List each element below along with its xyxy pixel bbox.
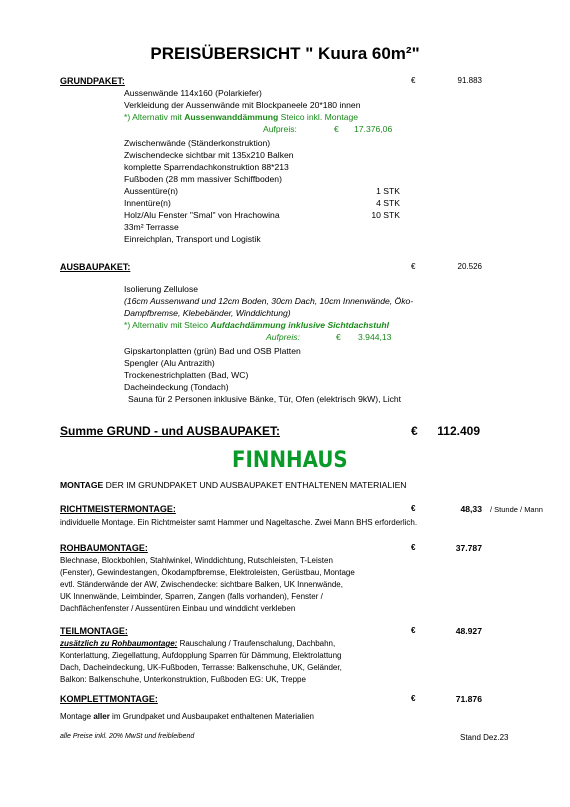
grund-line: 33m² Terrasse: [124, 222, 179, 232]
rohbau-heading: ROHBAUMONTAGE:: [60, 543, 148, 553]
richtmeister-currency: €: [411, 504, 416, 513]
grundpaket-currency: €: [411, 76, 416, 85]
ausbau-surcharge-currency: €: [336, 332, 341, 342]
komplett-heading: KOMPLETTMONTAGE:: [60, 694, 158, 704]
grund-item-label: Innentüre(n): [124, 198, 171, 208]
grund-item-qty: 1 STK: [376, 186, 400, 196]
richtmeister-unit: / Stunde / Mann: [490, 505, 543, 514]
ausbau-italic: Dampfbremse, Klebebänder, Winddichtung): [124, 308, 291, 318]
grund-surcharge-label: Aufpreis:: [263, 124, 297, 134]
ausbau-line: Gipskartonplatten (grün) Bad und OSB Platten: [124, 346, 301, 356]
ausbau-line: Spengler (Alu Antrazith): [124, 358, 215, 368]
teil-heading: TEILMONTAGE:: [60, 626, 128, 636]
rohbau-line: (Fenster), Gewindestangen, Ökodampfbremse, Elektroleisten, Gerüstbau, Montage: [60, 568, 355, 577]
grund-item-qty: 10 STK: [371, 210, 400, 220]
komplett-desc: Montage aller im Grundpaket und Ausbaupaket enthaltenen Materialien: [60, 712, 314, 721]
richtmeister-price: 48,33: [460, 504, 482, 514]
finnhaus-logo: FINNHAUS: [232, 448, 348, 473]
teil-line: Balkon: Balkenschuhe, Unterkonstruktion, Fußboden EG: UK, Treppe: [60, 675, 306, 684]
teil-line: Konterlattung, Ziegellattung, Aufdopplung Sparren für Dämmung, Elektrolattung: [60, 651, 342, 660]
teil-price: 48.927: [455, 626, 482, 636]
summe-value: 112.409: [437, 424, 480, 438]
ausbaupaket-heading: AUSBAUPAKET:: [60, 262, 131, 272]
richtmeister-heading: RICHTMEISTERMONTAGE:: [60, 504, 176, 514]
grund-option: *) Alternativ mit Aussenwanddämmung Steico inkl. Montage: [124, 112, 359, 122]
richtmeister-desc: individuelle Montage. Ein Richtmeister samt Hammer und Nageltasche. Zwei Mann BHS erforderlich.: [60, 518, 418, 527]
ausbau-line: Dacheindeckung (Tondach): [124, 382, 229, 392]
grund-line: Zwischenwände (Ständerkonstruktion): [124, 138, 271, 148]
komplett-currency: €: [411, 694, 416, 703]
grundpaket-heading: GRUNDPAKET:: [60, 76, 125, 86]
footer-date: Stand Dez.23: [460, 733, 509, 742]
ausbau-surcharge-value: 3.944,13: [358, 332, 392, 342]
grund-item-qty: 4 STK: [376, 198, 400, 208]
grund-line: Einreichplan, Transport und Logistik: [124, 234, 261, 244]
rohbau-line: evtl. Ständerwände der AW, Zwischendecke: sichtbare Balken, UK Innenwände,: [60, 580, 343, 589]
ausbau-surcharge-label: Aufpreis:: [266, 332, 300, 342]
ausbaupaket-price: 20.526: [457, 262, 482, 271]
ausbau-line: Sauna für 2 Personen inklusive Bänke, Tür, Ofen (elektrisch 9kW), Licht: [128, 394, 402, 404]
grundpaket-price: 91.883: [457, 76, 482, 85]
teil-line: Dach, Dacheindeckung, UK-Fußboden, Terrasse: Balkenschuhe, UK, Geländer,: [60, 663, 342, 672]
ausbau-option: *) Alternativ mit Steico Aufdachdämmung inklusive Sichtdachstuhl: [124, 320, 390, 330]
montage-intro: MONTAGE DER IM GRUNDPAKET UND AUSBAUPAKET ENTHALTENEN MATERIALIEN: [60, 480, 407, 490]
ausbau-italic: (16cm Aussenwand und 12cm Boden, 30cm Dach, 10cm Innenwände, Öko-: [124, 296, 414, 306]
teil-line: zusätzlich zu Rohbaumontage: Rauschalung / Traufenschalung, Dachbahn,: [60, 639, 336, 648]
rohbau-price: 37.787: [455, 543, 482, 553]
page-title: PREISÜBERSICHT " Kuura 60m²": [150, 44, 420, 63]
grund-item-label: Aussentüre(n): [124, 186, 178, 196]
grund-surcharge-currency: €: [334, 124, 339, 134]
ausbau-line: Isolierung Zellulose: [124, 284, 199, 294]
grund-line: Zwischendecke sichtbar mit 135x210 Balken: [124, 150, 294, 160]
komplett-price: 71.876: [455, 694, 482, 704]
rohbau-line: Dachflächenfenster / Aussentüren Einbau und winddicht verkleben: [60, 604, 296, 613]
grund-line: Fußboden (28 mm massiver Schiffboden): [124, 174, 282, 184]
grund-line: Verkleidung der Aussenwände mit Blockpaneele 20*180 innen: [124, 100, 361, 110]
rohbau-line: Blechnase, Blockbohlen, Stahlwinkel, Winddichtung, Rutschleisten, T-Leisten: [60, 556, 333, 565]
teil-currency: €: [411, 626, 416, 635]
grund-line: Aussenwände 114x160 (Polarkiefer): [124, 88, 262, 98]
rohbau-line: UK Innenwände, Leimbinder, Sparren, Zangen (falls vorhanden), Fenster /: [60, 592, 323, 601]
ausbau-line: Trockenestrichplatten (Bad, WC): [124, 370, 249, 380]
summe-currency: €: [411, 424, 418, 438]
grund-line: komplette Sparrendachkonstruktion 88*213: [124, 162, 289, 172]
grund-item-label: Holz/Alu Fenster "Smal" von Hrachowina: [124, 210, 280, 220]
summe-label: Summe GRUND - und AUSBAUPAKET:: [60, 424, 281, 438]
grund-surcharge-value: 17.376,06: [354, 124, 393, 134]
ausbaupaket-currency: €: [411, 262, 416, 271]
rohbau-currency: €: [411, 543, 416, 552]
footer-note: alle Preise inkl. 20% MwSt und freibleibend: [60, 733, 195, 740]
